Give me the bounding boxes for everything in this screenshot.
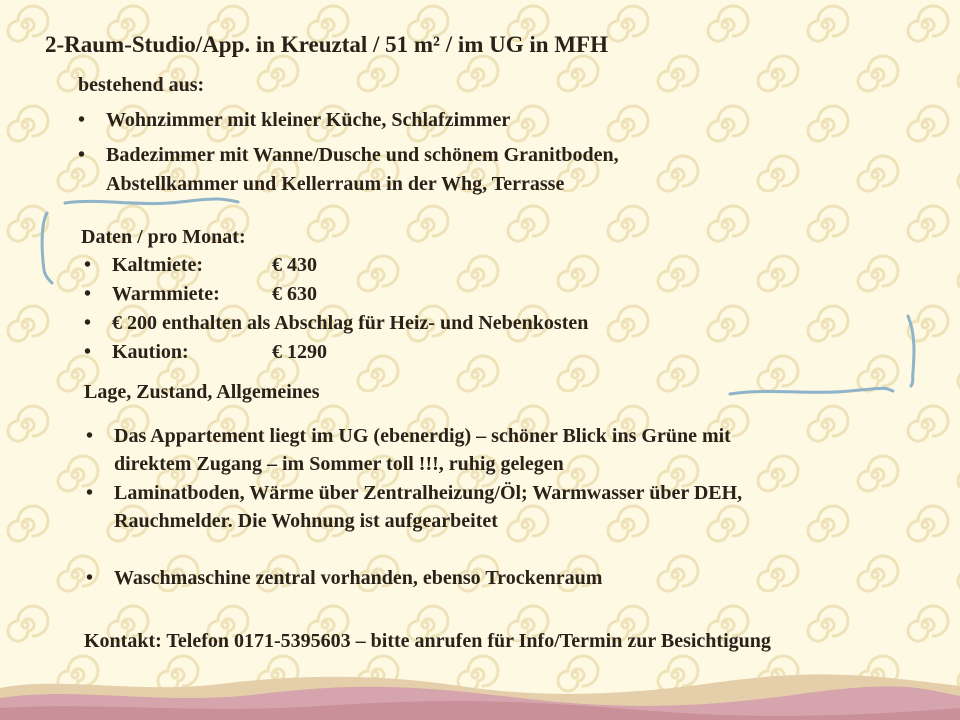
list-item: Laminatboden, Wärme über Zentralheizung/Öl; Warmwasser über DEH, <box>114 482 743 504</box>
list-item: Das Appartement liegt im UG (ebenerdig) – schöner Blick ins Grüne mit <box>114 425 731 447</box>
list-item: Wohnzimmer mit kleiner Küche, Schlafzimmer <box>106 109 511 131</box>
bullet-marker: • <box>84 254 92 276</box>
data-value: € 1290 <box>272 341 327 363</box>
bullet-marker: • <box>78 109 86 131</box>
bullet-marker: • <box>84 341 92 363</box>
slide-title: 2-Raum-Studio/App. in Kreuztal / 51 m² / im UG in MFH <box>45 32 608 57</box>
list-item: Waschmaschine zentral vorhanden, ebenso Trockenraum <box>114 567 603 589</box>
data-value: € 630 <box>272 283 317 305</box>
section2-heading: Daten / pro Monat: <box>81 226 246 248</box>
bullet-marker: • <box>78 144 86 166</box>
bullet-marker: • <box>84 283 92 305</box>
list-item: Badezimmer mit Wanne/Dusche und schönem Granitboden, <box>106 144 619 166</box>
list-item-continuation: Abstellkammer und Kellerraum in der Whg, Terrasse <box>106 173 565 195</box>
data-value: € 430 <box>272 254 317 276</box>
section1-intro: bestehend aus: <box>78 74 205 96</box>
data-label: € 200 enthalten als Abschlag für Heiz- und Nebenkosten <box>112 312 589 334</box>
list-item-continuation: direktem Zugang – im Sommer toll !!!, ruhig gelegen <box>114 453 564 475</box>
bullet-marker: • <box>86 567 94 589</box>
data-label: Warmmiete: <box>112 283 220 305</box>
bullet-marker: • <box>84 312 92 334</box>
bullet-marker: • <box>86 482 94 504</box>
list-item-continuation: Rauchmelder. Die Wohnung ist aufgearbeitet <box>114 510 498 532</box>
contact-line: Kontakt: Telefon 0171-5395603 – bitte anrufen für Info/Termin zur Besichtigung <box>84 630 771 652</box>
section3-heading: Lage, Zustand, Allgemeines <box>84 381 320 403</box>
data-label: Kaution: <box>112 341 189 363</box>
data-label: Kaltmiete: <box>112 254 204 276</box>
bullet-marker: • <box>86 425 94 447</box>
